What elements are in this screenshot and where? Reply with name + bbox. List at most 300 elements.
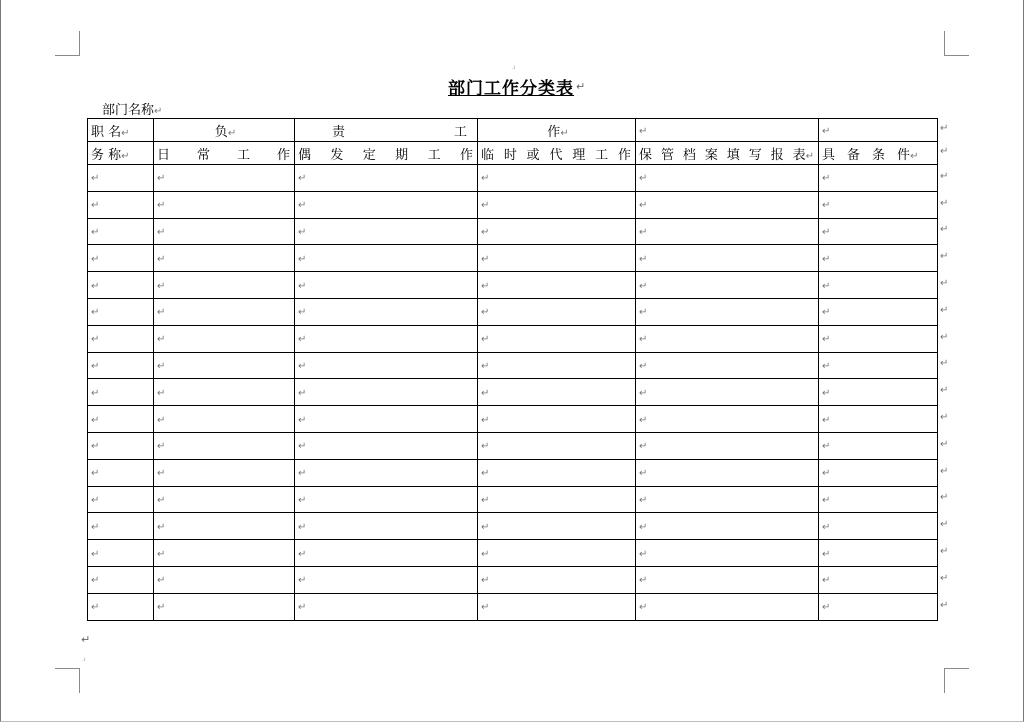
table-cell[interactable] bbox=[636, 566, 819, 593]
table-cell[interactable] bbox=[636, 513, 819, 540]
page-title[interactable]: 部门工作分类表 bbox=[448, 78, 574, 99]
table-cell[interactable] bbox=[819, 593, 938, 620]
header-cell-occasional-work[interactable] bbox=[295, 142, 478, 165]
table-cell[interactable] bbox=[154, 245, 295, 272]
header-char: 作 bbox=[617, 147, 631, 163]
cell-mark: ↵ bbox=[298, 548, 307, 560]
cell-mark: ↵ bbox=[481, 226, 490, 238]
header-cell-empty-1[interactable] bbox=[636, 119, 819, 142]
table-row bbox=[88, 218, 938, 245]
header-cell-daily-work[interactable] bbox=[154, 142, 295, 165]
cell-mark: ↵ bbox=[822, 468, 831, 480]
table-cell[interactable] bbox=[88, 379, 154, 406]
cell-mark: ↵ bbox=[157, 334, 166, 346]
table-cell[interactable] bbox=[88, 298, 154, 325]
header-char: 时 bbox=[503, 147, 517, 163]
table-cell[interactable] bbox=[295, 406, 478, 433]
cell-mark: ↵ bbox=[639, 307, 648, 319]
table-cell[interactable] bbox=[154, 379, 295, 406]
table-cell[interactable] bbox=[636, 352, 819, 379]
header-row-1 bbox=[88, 119, 938, 142]
header-char: 条 bbox=[872, 147, 886, 163]
header-char: 临 bbox=[481, 147, 495, 163]
cell-mark: ↵ bbox=[822, 307, 831, 319]
header-char: 保 bbox=[639, 147, 653, 163]
cell-mark: ↵ bbox=[91, 173, 100, 185]
cell-mark: ↵ bbox=[822, 387, 831, 399]
cell-mark: ↵ bbox=[227, 127, 237, 139]
cell-mark: ↵ bbox=[298, 575, 307, 587]
table-cell[interactable] bbox=[478, 406, 636, 433]
table-cell[interactable] bbox=[819, 165, 938, 192]
table-cell[interactable] bbox=[295, 486, 478, 513]
table-cell[interactable] bbox=[88, 272, 154, 299]
cell-mark: ↵ bbox=[157, 280, 166, 292]
table-cell[interactable] bbox=[478, 272, 636, 299]
table-cell[interactable] bbox=[88, 325, 154, 352]
header-cell-position[interactable] bbox=[88, 119, 154, 142]
cell-mark: ↵ bbox=[481, 360, 490, 372]
table-cell[interactable] bbox=[819, 566, 938, 593]
table-cell[interactable] bbox=[636, 459, 819, 486]
table-cell[interactable] bbox=[154, 432, 295, 459]
cell-mark: ↵ bbox=[481, 468, 490, 480]
cell-mark: ↵ bbox=[157, 441, 166, 453]
cell-mark: ↵ bbox=[298, 307, 307, 319]
cell-mark: ↵ bbox=[481, 173, 490, 185]
cell-mark: ↵ bbox=[157, 494, 166, 506]
cell-mark: ↵ bbox=[481, 521, 490, 533]
table-cell[interactable] bbox=[154, 540, 295, 567]
cell-mark: ↵ bbox=[822, 226, 831, 238]
table-row bbox=[88, 432, 938, 459]
table-cell[interactable] bbox=[88, 513, 154, 540]
cell-mark: ↵ bbox=[121, 127, 130, 139]
table-cell[interactable] bbox=[154, 298, 295, 325]
table-cell[interactable] bbox=[636, 379, 819, 406]
header-char: 具 bbox=[822, 147, 836, 163]
cell-mark: ↵ bbox=[481, 387, 490, 399]
row-end-mark: ↵ bbox=[940, 492, 949, 504]
table-cell[interactable] bbox=[154, 593, 295, 620]
cell-mark: ↵ bbox=[91, 360, 100, 372]
table-row bbox=[88, 379, 938, 406]
table-row bbox=[88, 352, 938, 379]
cell-mark: ↵ bbox=[822, 548, 831, 560]
table-cell[interactable] bbox=[295, 566, 478, 593]
row-end-mark: ↵ bbox=[940, 412, 949, 424]
cell-mark: ↵ bbox=[157, 253, 166, 265]
table-cell[interactable] bbox=[478, 566, 636, 593]
cell-mark: ↵ bbox=[639, 226, 648, 238]
table-row bbox=[88, 406, 938, 433]
header-char: 表↵ bbox=[792, 147, 814, 163]
table-row bbox=[88, 325, 938, 352]
table-cell[interactable] bbox=[478, 432, 636, 459]
table-cell[interactable] bbox=[295, 218, 478, 245]
cell-mark: ↵ bbox=[157, 387, 166, 399]
table-cell[interactable] bbox=[154, 218, 295, 245]
cell-text: 职 名 bbox=[91, 124, 122, 140]
cell-mark: ↵ bbox=[481, 548, 490, 560]
cell-mark: ↵ bbox=[91, 521, 100, 533]
cell-mark: ↵ bbox=[481, 575, 490, 587]
header-char: 写 bbox=[748, 147, 762, 163]
cell-mark: ↵ bbox=[298, 226, 307, 238]
row-end-mark: ↵ bbox=[940, 224, 949, 236]
table-cell[interactable] bbox=[154, 165, 295, 192]
table-cell[interactable] bbox=[819, 486, 938, 513]
cell-mark: ↵ bbox=[157, 307, 166, 319]
table-row bbox=[88, 165, 938, 192]
cell-mark: ↵ bbox=[157, 575, 166, 587]
header-char: 档 bbox=[682, 147, 696, 163]
table-cell[interactable] bbox=[636, 272, 819, 299]
header-char: 案 bbox=[704, 147, 718, 163]
cell-mark: ↵ bbox=[639, 575, 648, 587]
cell-mark: ↵ bbox=[822, 521, 831, 533]
header-char: 日 bbox=[157, 147, 171, 163]
cell-mark: ↵ bbox=[298, 280, 307, 292]
cell-mark: ↵ bbox=[298, 602, 307, 614]
cell-mark: ↵ bbox=[91, 575, 100, 587]
table-cell[interactable] bbox=[88, 593, 154, 620]
cell-mark: ↵ bbox=[91, 334, 100, 346]
cell-mark: ↵ bbox=[91, 253, 100, 265]
cell-mark: ↵ bbox=[91, 280, 100, 292]
cell-mark: ↵ bbox=[298, 441, 307, 453]
cell-mark: ↵ bbox=[91, 226, 100, 238]
header-cell-temporary-work[interactable] bbox=[478, 142, 636, 165]
cell-mark: ↵ bbox=[298, 200, 307, 212]
cell-mark: ↵ bbox=[639, 253, 648, 265]
cell-mark: ↵ bbox=[298, 414, 307, 426]
table-cell[interactable] bbox=[478, 593, 636, 620]
row-end-mark: ↵ bbox=[940, 599, 949, 611]
paragraph-mark: ↵ bbox=[154, 106, 163, 117]
table-cell[interactable] bbox=[636, 218, 819, 245]
cell-mark: ↵ bbox=[481, 200, 490, 212]
table-cell[interactable] bbox=[819, 540, 938, 567]
table-cell[interactable] bbox=[88, 191, 154, 218]
cell-mark: ↵ bbox=[481, 494, 490, 506]
cell-mark: ↵ bbox=[481, 414, 490, 426]
table-cell[interactable] bbox=[636, 191, 819, 218]
header-row-2 bbox=[88, 142, 938, 165]
table-cell[interactable] bbox=[154, 352, 295, 379]
header-char: 常 bbox=[196, 147, 210, 163]
header-char: 定 bbox=[362, 147, 376, 163]
row-end-mark: ↵ bbox=[940, 304, 949, 316]
row-end-mark: ↵ bbox=[940, 278, 949, 290]
row-end-mark: ↵ bbox=[940, 519, 949, 531]
table-cell[interactable] bbox=[478, 540, 636, 567]
header-cell-empty-2[interactable] bbox=[819, 119, 938, 142]
cell-mark: ↵ bbox=[639, 602, 648, 614]
cell-mark: ↵ bbox=[639, 334, 648, 346]
header-char: 件↵ bbox=[897, 147, 919, 163]
table-cell[interactable] bbox=[88, 218, 154, 245]
table-cell[interactable] bbox=[819, 352, 938, 379]
table-cell[interactable] bbox=[295, 272, 478, 299]
cell-mark: ↵ bbox=[639, 280, 648, 292]
cell-mark: ↵ bbox=[639, 494, 648, 506]
table-cell[interactable] bbox=[478, 459, 636, 486]
header-char: 填 bbox=[726, 147, 740, 163]
cell-mark: ↵ bbox=[91, 468, 100, 480]
table-row bbox=[88, 593, 938, 620]
cell-mark: ↵ bbox=[822, 253, 831, 265]
table-cell[interactable] bbox=[295, 245, 478, 272]
header-cell-archive-reports[interactable] bbox=[636, 142, 819, 165]
table-cell[interactable] bbox=[819, 406, 938, 433]
crop-mark-bottom-right bbox=[944, 668, 969, 693]
table-cell[interactable] bbox=[88, 432, 154, 459]
table-cell[interactable] bbox=[819, 379, 938, 406]
table-cell[interactable] bbox=[478, 325, 636, 352]
table-cell[interactable] bbox=[478, 486, 636, 513]
table-cell[interactable] bbox=[819, 191, 938, 218]
table-cell[interactable] bbox=[88, 566, 154, 593]
header-cell-resp-1[interactable] bbox=[154, 119, 295, 142]
table-cell[interactable] bbox=[154, 486, 295, 513]
cell-mark: ↵ bbox=[910, 150, 919, 162]
cell-mark: ↵ bbox=[298, 468, 307, 480]
cell-mark: ↵ bbox=[298, 360, 307, 372]
cell-mark: ↵ bbox=[822, 575, 831, 587]
table-cell[interactable] bbox=[88, 486, 154, 513]
table-cell[interactable] bbox=[819, 272, 938, 299]
table-cell[interactable] bbox=[154, 459, 295, 486]
table-cell[interactable] bbox=[478, 513, 636, 540]
table-cell[interactable] bbox=[478, 379, 636, 406]
table-cell[interactable] bbox=[478, 245, 636, 272]
cell-mark: ↵ bbox=[560, 127, 569, 139]
work-classification-table bbox=[87, 118, 938, 621]
cell-mark: ↵ bbox=[157, 226, 166, 238]
table-row bbox=[88, 191, 938, 218]
header-char: 或 bbox=[526, 147, 540, 163]
table-cell[interactable] bbox=[636, 245, 819, 272]
table-row bbox=[88, 566, 938, 593]
table-cell[interactable] bbox=[478, 165, 636, 192]
table-cell[interactable] bbox=[88, 540, 154, 567]
cell-mark: ↵ bbox=[298, 253, 307, 265]
cell-mark: ↵ bbox=[157, 200, 166, 212]
cell-mark: ↵ bbox=[91, 494, 100, 506]
table-cell[interactable] bbox=[478, 218, 636, 245]
paragraph-mark: ↵ bbox=[576, 79, 586, 93]
table-cell[interactable] bbox=[154, 272, 295, 299]
table-cell[interactable] bbox=[478, 298, 636, 325]
header-char: 代 bbox=[549, 147, 563, 163]
table-cell[interactable] bbox=[295, 379, 478, 406]
cell-mark: ↵ bbox=[639, 414, 648, 426]
department-label-text: 部门名称 bbox=[102, 103, 155, 118]
crop-mark-bottom-left bbox=[55, 668, 80, 693]
header-char: 工 bbox=[595, 147, 609, 163]
cell-mark: ↵ bbox=[157, 548, 166, 560]
header-cell-resp-2[interactable] bbox=[295, 119, 478, 142]
header-char: 报 bbox=[770, 147, 784, 163]
header-cell-requirements[interactable] bbox=[819, 142, 938, 165]
table-cell[interactable] bbox=[636, 298, 819, 325]
cell-mark: ↵ bbox=[298, 334, 307, 346]
table-cell[interactable] bbox=[636, 540, 819, 567]
cell-mark: ↵ bbox=[157, 602, 166, 614]
cell-mark: ↵ bbox=[822, 441, 831, 453]
cell-mark: ↵ bbox=[805, 150, 814, 162]
cell-mark: ↵ bbox=[639, 360, 648, 372]
row-end-mark: ↵ bbox=[940, 385, 949, 397]
header-char: 期 bbox=[395, 147, 409, 163]
cell-text: 负 bbox=[214, 124, 228, 140]
row-end-mark: ↵ bbox=[940, 251, 949, 263]
table-cell[interactable] bbox=[636, 406, 819, 433]
cell-mark: ↵ bbox=[639, 125, 648, 137]
table-cell[interactable] bbox=[819, 298, 938, 325]
table-cell[interactable] bbox=[88, 459, 154, 486]
header-char: 作 bbox=[459, 147, 473, 163]
header-char: 偶 bbox=[298, 147, 312, 163]
cell-mark: ↵ bbox=[639, 387, 648, 399]
cell-text: 务 称 bbox=[91, 147, 122, 163]
cell-mark: ↵ bbox=[157, 360, 166, 372]
row-end-mark: ↵ bbox=[940, 146, 949, 157]
table-cell[interactable] bbox=[295, 352, 478, 379]
cell-mark: ↵ bbox=[822, 602, 831, 614]
table-cell[interactable] bbox=[295, 459, 478, 486]
table-cell[interactable] bbox=[88, 352, 154, 379]
table-cell[interactable] bbox=[88, 165, 154, 192]
cell-mark: ↵ bbox=[298, 521, 307, 533]
cell-mark: ↵ bbox=[822, 280, 831, 292]
cell-mark: ↵ bbox=[298, 494, 307, 506]
table-cell[interactable] bbox=[295, 540, 478, 567]
crop-mark-top-right bbox=[944, 31, 969, 56]
cell-mark: ↵ bbox=[822, 334, 831, 346]
table-cell[interactable] bbox=[478, 191, 636, 218]
header-char: 管 bbox=[660, 147, 674, 163]
department-name-label[interactable] bbox=[102, 99, 162, 118]
row-end-mark: ↵ bbox=[940, 546, 949, 558]
cell-mark: ↵ bbox=[639, 200, 648, 212]
table-cell[interactable] bbox=[819, 432, 938, 459]
header-char: 备 bbox=[847, 147, 861, 163]
cell-mark: ↵ bbox=[481, 253, 490, 265]
table-cell[interactable] bbox=[819, 218, 938, 245]
cell-mark: ↵ bbox=[91, 441, 100, 453]
row-end-mark: ↵ bbox=[940, 123, 949, 134]
cell-mark: ↵ bbox=[298, 387, 307, 399]
cell-mark: ↵ bbox=[822, 494, 831, 506]
cell-mark: ↵ bbox=[822, 125, 831, 137]
table-row bbox=[88, 245, 938, 272]
cell-mark: ↵ bbox=[91, 200, 100, 212]
cell-mark: ↵ bbox=[157, 468, 166, 480]
cell-mark: ↵ bbox=[91, 307, 100, 319]
cell-mark: ↵ bbox=[91, 387, 100, 399]
cell-text: 工 bbox=[453, 124, 467, 140]
table-cell[interactable] bbox=[154, 566, 295, 593]
anchor-mark: .ı bbox=[512, 64, 516, 71]
header-cell-title[interactable] bbox=[88, 142, 154, 165]
cell-mark: ↵ bbox=[639, 441, 648, 453]
header-char: 工 bbox=[427, 147, 441, 163]
table-cell[interactable] bbox=[295, 191, 478, 218]
table-row bbox=[88, 513, 938, 540]
table-cell[interactable] bbox=[295, 513, 478, 540]
table-cell[interactable] bbox=[88, 406, 154, 433]
row-end-mark: ↵ bbox=[940, 170, 949, 182]
cell-mark: ↵ bbox=[157, 414, 166, 426]
table-cell[interactable] bbox=[154, 513, 295, 540]
cell-mark: ↵ bbox=[481, 441, 490, 453]
crop-mark-top-left bbox=[55, 31, 80, 56]
cell-mark: ↵ bbox=[91, 548, 100, 560]
table-cell[interactable] bbox=[154, 191, 295, 218]
table-cell[interactable] bbox=[636, 593, 819, 620]
cell-mark: ↵ bbox=[91, 602, 100, 614]
cell-mark: ↵ bbox=[481, 307, 490, 319]
table-cell[interactable] bbox=[636, 165, 819, 192]
table-cell[interactable] bbox=[636, 432, 819, 459]
cell-mark: ↵ bbox=[822, 200, 831, 212]
title-block bbox=[430, 74, 610, 98]
header-char: 理 bbox=[572, 147, 586, 163]
table-cell[interactable] bbox=[295, 325, 478, 352]
cell-mark: ↵ bbox=[157, 173, 166, 185]
table-cell[interactable] bbox=[819, 245, 938, 272]
cell-mark: ↵ bbox=[91, 414, 100, 426]
cell-mark: ↵ bbox=[481, 334, 490, 346]
table-cell[interactable] bbox=[819, 325, 938, 352]
table-cell[interactable] bbox=[819, 513, 938, 540]
cell-mark: ↵ bbox=[639, 468, 648, 480]
table-row bbox=[88, 459, 938, 486]
table-cell[interactable] bbox=[478, 352, 636, 379]
table-row bbox=[88, 540, 938, 567]
cell-mark: ↵ bbox=[157, 521, 166, 533]
table-cell[interactable] bbox=[295, 593, 478, 620]
table-row bbox=[88, 486, 938, 513]
row-end-mark: ↵ bbox=[940, 358, 949, 370]
table-cell[interactable] bbox=[295, 298, 478, 325]
header-cell-resp-3[interactable] bbox=[478, 119, 636, 142]
cell-mark: ↵ bbox=[639, 521, 648, 533]
cell-mark: ↵ bbox=[639, 173, 648, 185]
table-cell[interactable] bbox=[154, 325, 295, 352]
cell-mark: ↵ bbox=[822, 173, 831, 185]
cell-mark: ↵ bbox=[481, 602, 490, 614]
table-cell[interactable] bbox=[636, 325, 819, 352]
table-cell[interactable] bbox=[819, 459, 938, 486]
table-cell[interactable] bbox=[295, 432, 478, 459]
row-end-mark: ↵ bbox=[940, 438, 949, 450]
table-cell[interactable] bbox=[636, 486, 819, 513]
header-char: 工 bbox=[236, 147, 250, 163]
table-cell[interactable] bbox=[295, 165, 478, 192]
table-cell[interactable] bbox=[154, 406, 295, 433]
cell-text: 责 bbox=[332, 124, 346, 140]
table-cell[interactable] bbox=[88, 245, 154, 272]
header-char: 发 bbox=[330, 147, 344, 163]
cell-mark: ↵ bbox=[298, 173, 307, 185]
cell-mark: ↵ bbox=[639, 548, 648, 560]
cell-mark: ↵ bbox=[822, 360, 831, 372]
table-row bbox=[88, 272, 938, 299]
paragraph-mark-end: ↵ bbox=[81, 633, 91, 646]
